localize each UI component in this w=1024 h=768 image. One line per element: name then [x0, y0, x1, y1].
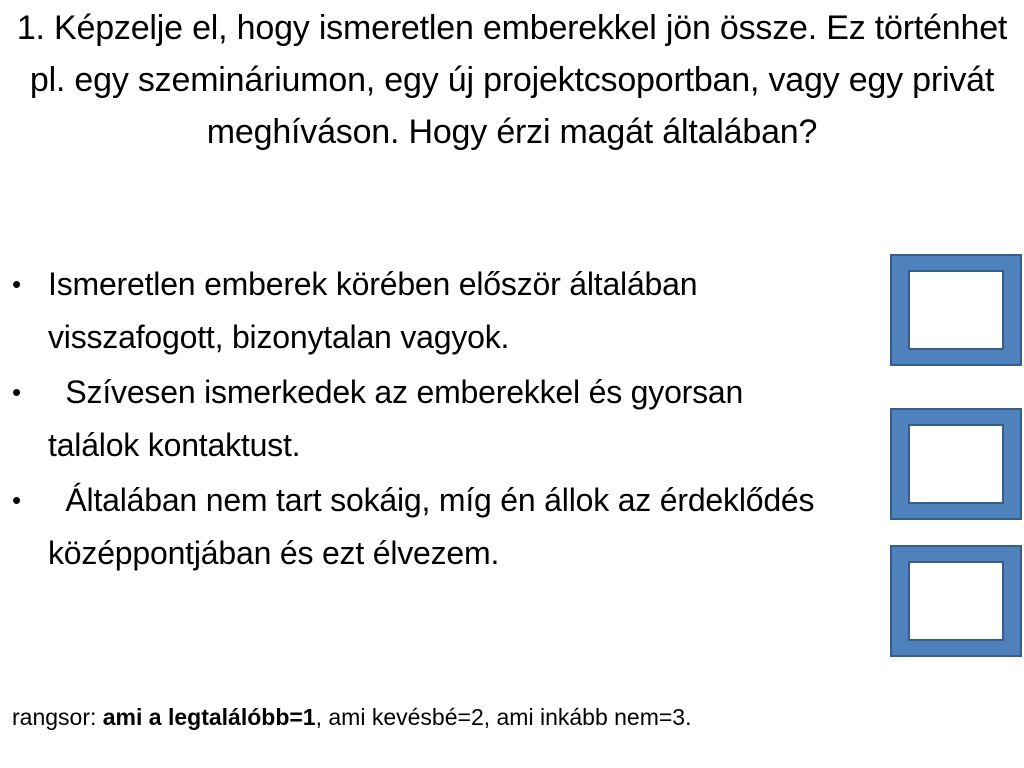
- bullet-marker: •: [12, 269, 21, 299]
- answer-option-3: [0, 474, 870, 580]
- answer-options-list: [0, 258, 870, 580]
- rank-box-input-area[interactable]: [908, 561, 1004, 641]
- ranking-prefix: rangsor:: [12, 704, 103, 730]
- rank-box-input-area[interactable]: [908, 424, 1004, 504]
- answer-option-text: Ismeretlen emberek körében először általában visszafogott, bizonytalan vagyok.: [48, 266, 707, 355]
- answer-option-text: Általában nem tart sokáig, míg én állok az érdeklődés középpontjában és ezt élvezem.: [48, 482, 824, 571]
- ranking-instructions: [12, 702, 691, 732]
- bullet-marker: •: [12, 377, 21, 407]
- rank-box-input-area[interactable]: [908, 270, 1004, 350]
- rank-box-1[interactable]: [890, 254, 1022, 366]
- question-title: 1. Képzelje el, hogy ismeretlen emberekkel jön össze. Ez történhet pl. egy szemináriumon, egy új projektcsoportban, vagy egy privát meghíváson. Hogy érzi magát általában?: [16, 9, 1008, 151]
- bullet-marker: •: [12, 485, 21, 515]
- ranking-suffix: , ami kevésbé=2, ami inkább nem=3.: [315, 704, 692, 730]
- answer-option-2: [0, 366, 870, 472]
- ranking-bold-rule: ami a legtalálóbb=1: [102, 704, 316, 730]
- answer-option-text: Szívesen ismerkedek az emberekkel és gyorsan találok kontaktust.: [48, 374, 752, 463]
- rank-box-3[interactable]: [890, 545, 1022, 657]
- rank-box-2[interactable]: [890, 408, 1022, 520]
- answer-option-1: [0, 258, 870, 364]
